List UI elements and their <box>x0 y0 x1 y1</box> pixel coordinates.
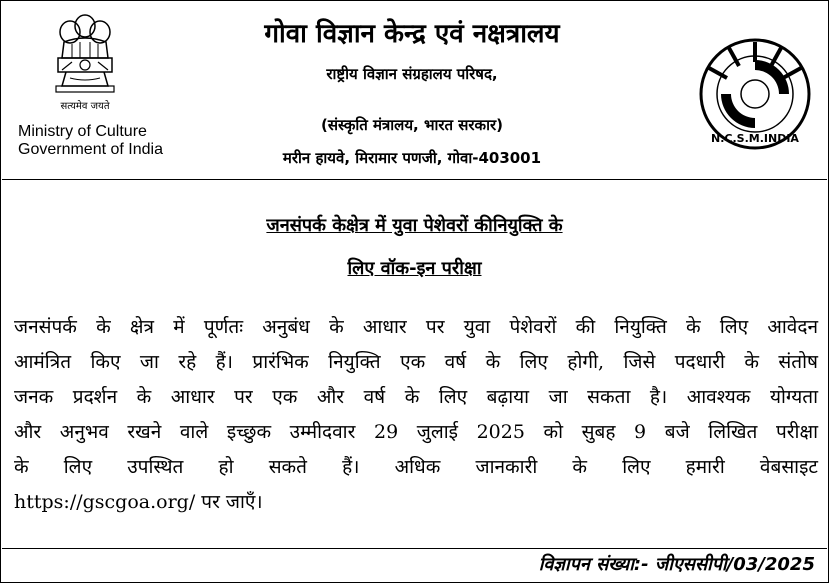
svg-text:N.C.S.M.INDIA: N.C.S.M.INDIA <box>711 132 799 145</box>
notice-heading-line2: लिए वॉक-इन परीक्षा <box>347 258 482 279</box>
paragraph-line: और अनुभव रखने वाले इच्छुक उम्मीदवार 29 जुलाई 2025 को सुबह 9 बजे लिखित परीक्षा <box>14 421 818 443</box>
paragraph-line: जनसंपर्क के क्षेत्र में पूर्णतः अनुबंध के आधार पर युवा पेशेवरों की नियुक्ति के लिए आवेदन <box>14 316 818 338</box>
ministry-hindi: (संस्कृति मंत्रालय, भारत सरकार) <box>321 116 503 134</box>
paragraph-line: जनक प्रदर्शन के आधार पर एक और वर्ष के लिए बढ़ाया जा सकता है। आवश्यक योग्यता <box>14 386 818 408</box>
letterhead <box>2 2 827 177</box>
paragraph-line-website: https://gscgoa.org/ पर जाएँ। <box>14 491 263 513</box>
notice-paragraph <box>14 310 818 520</box>
government-line: Government of India <box>18 141 163 158</box>
organization-title: गोवा विज्ञान केन्द्र एवं नक्षत्रालय <box>264 19 560 49</box>
ministry-line: Ministry of Culture <box>18 123 147 140</box>
ministry-english <box>18 123 163 159</box>
notice-body <box>2 179 827 549</box>
council-name: राष्ट्रीय विज्ञान संग्रहालय परिषद, <box>326 65 498 83</box>
state-emblem-icon <box>42 8 128 100</box>
advertisement-number: विज्ञापन संख्या:- जीएससीपी/03/2025 <box>538 554 815 575</box>
address: मरीन हायवे, मिरामार पणजी, गोवा-403001 <box>282 149 542 167</box>
ncsm-logo-icon <box>699 38 811 150</box>
paragraph-line: के लिए उपस्थित हो सकते हैं। अधिक जानकारी के लिए हमारी वेबसाइट <box>14 456 818 478</box>
notice-footer <box>2 548 827 583</box>
paragraph-line: आमंत्रित किए जा रहे हैं। प्रारंभिक नियुक्ति एक वर्ष के लिए होगी, जिसे पदधारी के संतोष <box>14 351 818 373</box>
notice-heading-line1: जनसंपर्क केक्षेत्र में युवा पेशेवरों कीनियुक्ति के <box>266 215 563 236</box>
emblem-motto: सत्यमेव जयते <box>60 101 110 112</box>
